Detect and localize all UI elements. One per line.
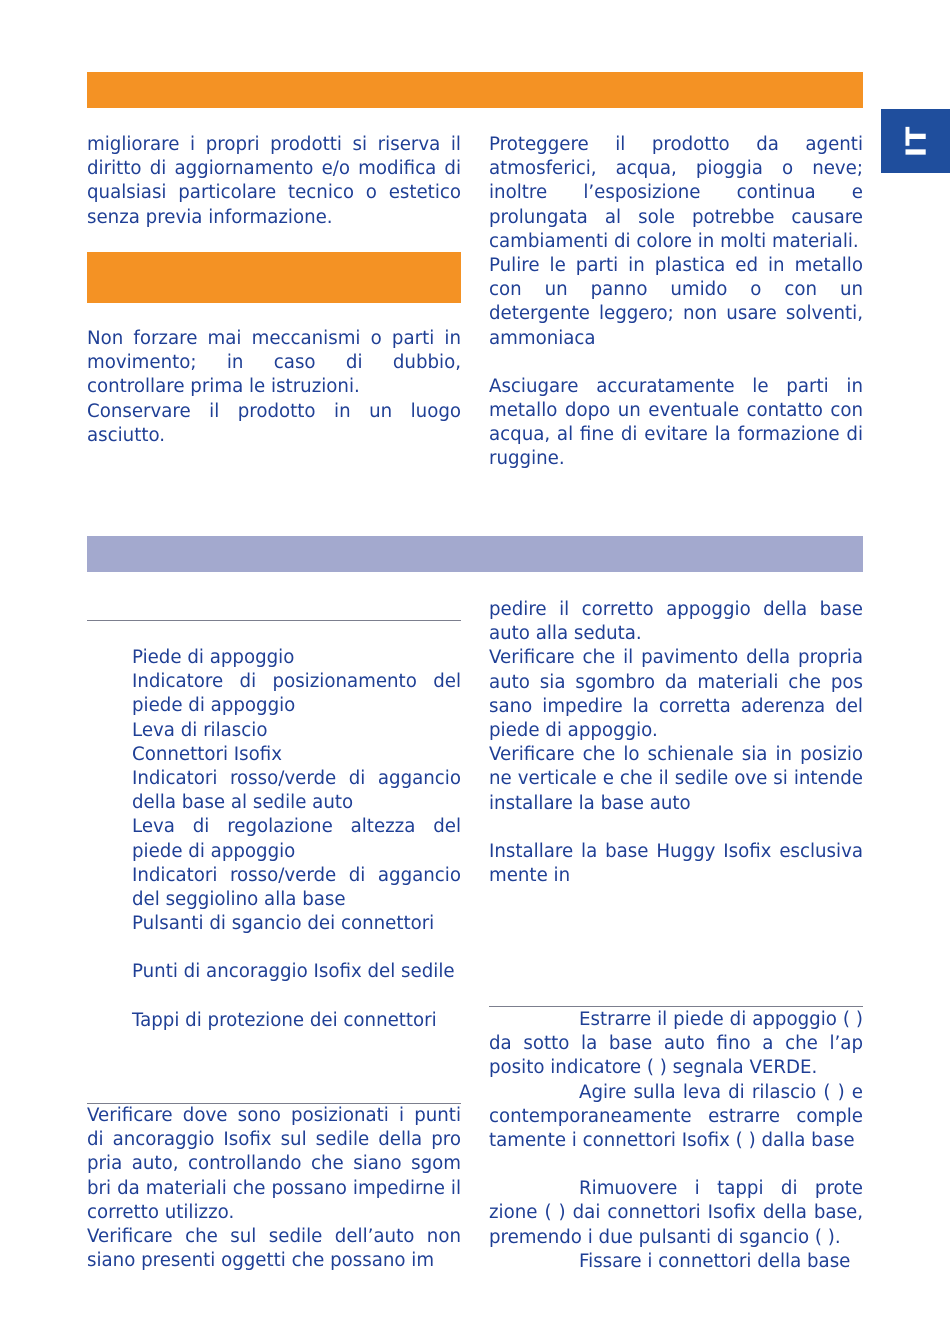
checks-right-paragraph: Verificare che lo schienale sia in posizio ne verticale e che il sedile ove si intende installare la base auto	[489, 744, 863, 814]
parts-list	[87, 646, 461, 1033]
parts-list-item: Indicatori rosso/verde di aggancio della base al sedile auto	[132, 768, 461, 814]
checks-right-column	[489, 598, 863, 888]
install-step: Agire sulla leva di rilascio ( ) e contemporaneamente estrarre comple tamente i connettori Isofix ( ) dalla base	[489, 1081, 863, 1152]
parts-list-item: Indicatore di posizionamento del piede di appoggio	[132, 671, 461, 717]
parts-list-item: Piede di appoggio	[132, 647, 295, 668]
checks-right-paragraph: Verificare che il pavimento della propria auto sia sgombro da materiali che pos sano impedire la corretta aderenza del piede di appoggio.	[489, 647, 863, 742]
divider-rule	[87, 620, 461, 621]
care-right-paragraph: Pulire le parti in plastica ed in metallo con un panno umido o con un detergente leggero; non usare solventi, ammoniaca	[489, 255, 863, 349]
parts-list-item: Tappi di protezione dei connettori	[132, 1009, 437, 1031]
parts-list-item: Leva di regolazione altezza del piede di appoggio	[132, 816, 461, 862]
care-left-paragraph: Conservare il prodotto in un luogo asciutto.	[87, 400, 461, 446]
care-right-paragraph: Asciugare accuratamente le parti in metallo dopo un eventuale contatto con acqua, al fine di evitare la formazione di ruggine.	[489, 375, 863, 470]
parts-list-item: Connettori Isofix	[132, 743, 282, 765]
install-steps-column	[489, 1008, 863, 1274]
checks-left-column	[87, 1104, 461, 1273]
care-left-paragraph: Non forzare mai meccanismi o parti in movimento; in caso di dubbio, controllare prima le istruzioni.	[87, 328, 461, 398]
language-tab	[881, 109, 950, 173]
checks-left-paragraph: Verificare dove sono posizionati i punti di ancoraggio Isofix sul sedile della pro pria auto, controllando che siano sgom bri da materiali che possano impedirne il corretto utilizzo.	[87, 1105, 461, 1223]
section-header-band-care	[87, 252, 461, 303]
parts-list-spacer	[87, 936, 461, 960]
intro-continuation-text: migliorare i propri prodotti si riserva il diritto di aggiornamento e/o modifica di qualsiasi particolare tecnico o estetico senza previa informazione.	[87, 134, 461, 228]
divider-rule	[489, 1006, 863, 1007]
checks-left-paragraph: Verificare che sul sedile dell’auto non siano presenti oggetti che possano im	[87, 1226, 461, 1272]
care-left-column	[87, 327, 461, 448]
section-header-band-installation	[87, 536, 863, 572]
intro-continuation-column	[87, 133, 461, 230]
checks-right-paragraph: Installare la base Huggy Isofix esclusiva mente in	[489, 840, 863, 887]
checks-right-paragraph: pedire il corretto appoggio della base auto alla seduta.	[489, 599, 863, 645]
care-right-column	[489, 133, 863, 472]
install-step: Estrarre il piede di appoggio ( ) da sotto la base auto fino a che l’ap posito indicatore ( ) segnala VERDE.	[489, 1009, 863, 1079]
parts-list-spacer	[87, 985, 461, 1009]
section-header-band-top	[87, 72, 863, 108]
install-step: Fissare i connettori della base	[579, 1250, 851, 1272]
language-tab-label: IT	[899, 125, 932, 157]
parts-list-item: Indicatori rosso/verde di aggancio del seggiolino alla base	[132, 864, 461, 911]
parts-list-item: Leva di rilascio	[132, 719, 268, 741]
parts-list-item: Pulsanti di sgancio dei connettori	[132, 913, 435, 935]
care-right-paragraph: Proteggere il prodotto da agenti atmosferici, acqua, pioggia o neve; inoltre l’esposizione continua e prolungata al sole potrebbe causare cambiamenti di colore in molti materiali.	[489, 134, 863, 252]
parts-list-item: Punti di ancoraggio Isofix del sedile	[132, 961, 455, 983]
install-step: Rimuovere i tappi di prote zione ( ) dai connettori Isofix della base, premendo i due pulsanti di sgancio ( ).	[489, 1178, 863, 1248]
parts-list-column	[87, 646, 461, 1033]
